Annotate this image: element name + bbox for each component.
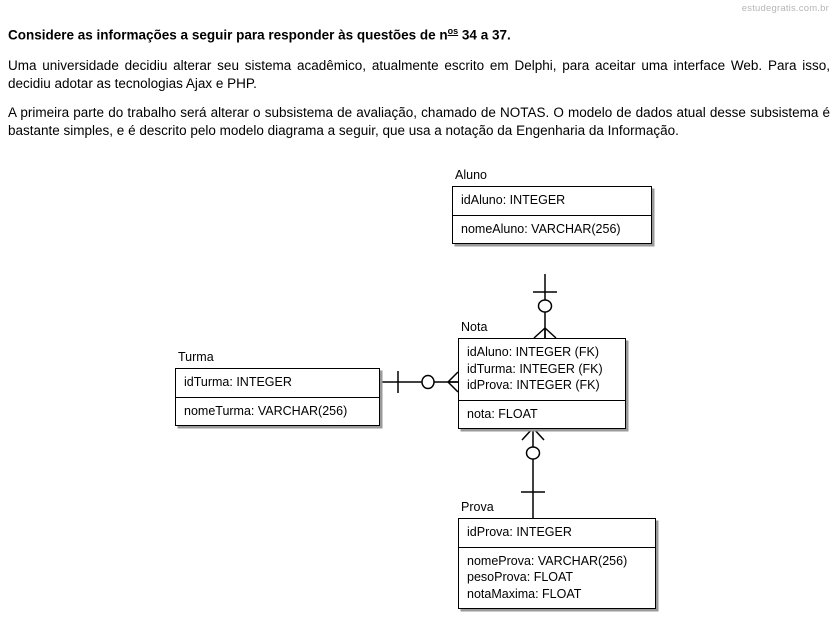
question-lead: [8, 26, 830, 44]
lead-text-after: 34 a 37.: [458, 27, 511, 43]
entity-nota-title: Nota: [461, 320, 488, 334]
entity-turma-key-section: [176, 369, 379, 398]
entity-nota-attr-section: [459, 401, 625, 429]
entity-prova-attr-0: nomeProva: VARCHAR(256): [467, 553, 628, 568]
entity-turma-key-0: idTurma: INTEGER: [184, 375, 292, 389]
paragraph-2: A primeira parte do trabalho será alterar o subsistema de avaliação, chamado de NOTAS. O modelo de dados atual desse subsistema é bastante simples, e é descrito pelo modelo diagrama a seguir, que usa a notação da Engenharia da Informação.: [8, 105, 830, 139]
entity-aluno: [452, 168, 652, 244]
entity-prova-attr-1: pesoProva: FLOAT: [467, 570, 574, 584]
relationship-lines: [0, 160, 835, 619]
entity-nota: [458, 320, 626, 429]
intro-text-block: [8, 26, 830, 140]
entity-turma-attr-0: nomeTurma: VARCHAR(256): [184, 403, 348, 418]
entity-nota-key-0: idAluno: INTEGER (FK): [467, 345, 599, 359]
er-diagram: [0, 160, 835, 619]
entity-aluno-title: Aluno: [455, 168, 487, 182]
entity-aluno-attr-0: nomeAluno: VARCHAR(256): [461, 221, 621, 236]
entity-aluno-key-0: idAluno: INTEGER: [461, 193, 566, 207]
entity-prova-key-0: idProva: INTEGER: [467, 525, 572, 539]
entity-prova-attr-2: notaMaxima: FLOAT: [467, 586, 582, 601]
entity-turma: [175, 350, 380, 426]
entity-prova-title: Prova: [461, 500, 494, 514]
entity-aluno-attr-section: [453, 216, 651, 244]
lead-text-before: Considere as informações a seguir para responder às questões de n: [8, 27, 448, 43]
entity-prova-key-section: [459, 519, 655, 548]
entity-turma-title: Turma: [178, 350, 214, 364]
entity-nota-attr-0: nota: FLOAT: [467, 406, 538, 421]
entity-nota-key-section: [459, 339, 625, 401]
entity-aluno-key-section: [453, 187, 651, 216]
entity-prova-attr-section: [459, 548, 655, 609]
entity-nota-key-2: idProva: INTEGER (FK): [467, 378, 600, 392]
entity-prova: [458, 500, 656, 609]
lead-superscript: os: [447, 26, 459, 36]
site-watermark: estudegratis.com.br: [741, 3, 829, 14]
paragraph-1: Uma universidade decidiu alterar seu sistema acadêmico, atualmente escrito em Delphi, para aceitar uma interface Web. Para isso, decidiu adotar as tecnologias Ajax e PHP.: [8, 58, 830, 92]
entity-turma-attr-section: [176, 398, 379, 426]
entity-nota-key-1: idTurma: INTEGER (FK): [467, 361, 603, 376]
